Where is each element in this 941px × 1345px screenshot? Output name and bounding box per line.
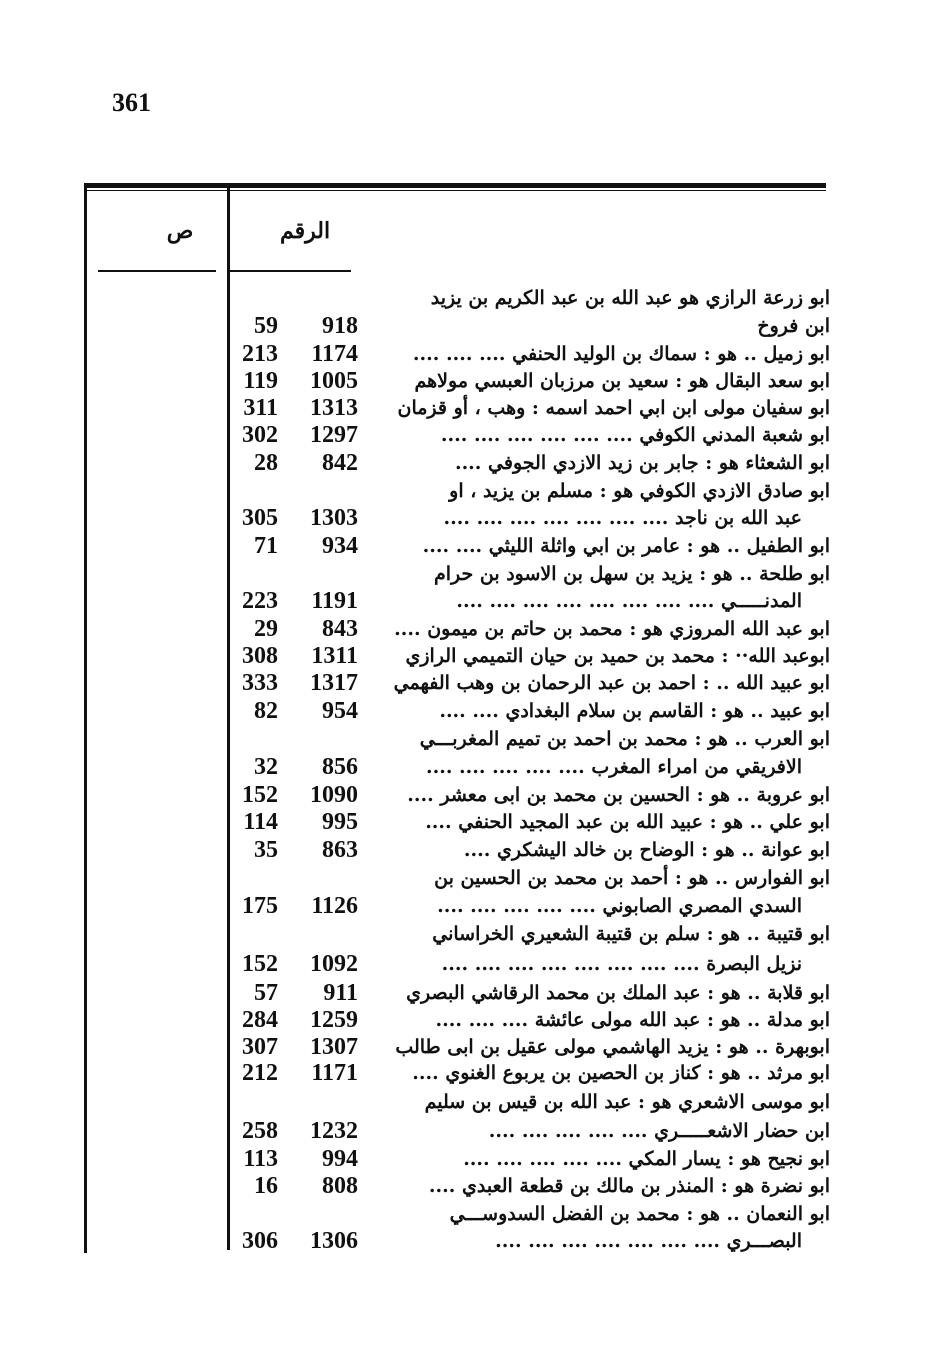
row-number: 994 — [322, 1146, 358, 1172]
row-page: 306 — [242, 1228, 278, 1254]
table-row — [90, 367, 830, 395]
row-name: السدي المصري الصابوني .... .... .... .... .... — [437, 895, 802, 917]
row-page: 28 — [254, 450, 278, 476]
row-page: 175 — [242, 893, 278, 919]
row-name: ابو عوانة .. هو : الوضاح بن خالد اليشكري .... — [463, 839, 830, 861]
table-row — [90, 312, 830, 340]
table-row — [90, 808, 830, 836]
table-row — [90, 781, 830, 809]
row-name: ابو سعد البقال هو : سعيد بن مرزبان العبسي مولاهم — [414, 370, 830, 392]
row-name: ابو طلحة .. هو : يزيد بن سهل بن الاسود بن حرام — [433, 563, 830, 585]
row-name: ابو شعبة المدني الكوفي .... .... .... .... .... .... — [440, 424, 830, 446]
row-name: ابو الطفيل .. هو : عامر بن ابي واثلة الليثي .... .... — [422, 535, 830, 557]
row-number: 856 — [322, 754, 358, 780]
row-name: ابو قتيبة .. هو : سلم بن قتيبة الشعيري الخراساني — [432, 923, 830, 945]
row-page: 302 — [242, 422, 278, 448]
row-page: 284 — [242, 1007, 278, 1033]
row-page: 258 — [242, 1118, 278, 1144]
row-number: 843 — [322, 616, 358, 642]
row-number: 1232 — [310, 1118, 358, 1144]
row-number: 1259 — [310, 1007, 358, 1033]
row-number: 1090 — [310, 782, 358, 808]
table-row — [90, 560, 830, 588]
table-row — [90, 284, 830, 312]
row-page: 113 — [243, 1146, 278, 1172]
table-row — [90, 753, 830, 781]
row-number: 1126 — [311, 893, 358, 919]
row-page: 333 — [242, 670, 278, 696]
top-rule-thin — [86, 190, 826, 191]
row-page: 82 — [254, 698, 278, 724]
row-number: 1303 — [310, 505, 358, 531]
row-name: ابو قلابة .. هو : عبد الملك بن محمد الرقاشي البصري — [406, 982, 830, 1004]
row-name: ابو عبد الله المروزي هو : محمد بن حاتم بن ميمون .... — [394, 618, 830, 640]
row-name: ابو عروبة .. هو : الحسين بن محمد بن ابى معشر .... — [407, 784, 830, 806]
row-name: ابو زميل .. هو : سماك بن الوليد الحنفي .... .... .... — [412, 343, 830, 365]
row-number: 1171 — [311, 1060, 358, 1086]
row-name: ابو زرعة الرازي هو عبد الله بن عبد الكريم بن يزيد — [430, 287, 830, 309]
row-name: ابوبهرة .. هو : يزيد الهاشمي مولى عقيل بن ابى طالب — [395, 1036, 830, 1058]
row-number: 911 — [323, 980, 358, 1006]
table-row — [90, 950, 830, 978]
row-name: ابو الشعثاء هو : جابر بن زيد الازدي الجوفي .... — [454, 452, 830, 474]
row-page: 305 — [242, 505, 278, 531]
table-row — [90, 1088, 830, 1116]
row-number: 1297 — [310, 422, 358, 448]
table-row — [90, 920, 830, 948]
row-number: 808 — [322, 1173, 358, 1199]
header-number: الرقم — [279, 218, 331, 244]
row-number: 1191 — [311, 588, 358, 614]
row-number: 1317 — [310, 670, 358, 696]
table-row — [90, 1145, 830, 1173]
table-row — [90, 864, 830, 892]
row-number: 918 — [322, 313, 358, 339]
row-name: الافريقي من امراء المغرب .... .... .... .... .... — [425, 756, 802, 778]
row-name: ابو سفيان مولى ابن ابي احمد اسمه : وهب ، أو قزمان — [397, 397, 830, 419]
row-page: 152 — [242, 782, 278, 808]
table-row — [90, 615, 830, 643]
header-underline-page — [98, 270, 216, 272]
row-name: البصـــري .... .... .... .... .... .... .... — [495, 1230, 802, 1252]
row-number: 995 — [322, 809, 358, 835]
table-row — [90, 1172, 830, 1200]
row-page: 307 — [242, 1034, 278, 1060]
table-row — [90, 1200, 830, 1228]
row-name: ابو عبيد .. هو : القاسم بن سلام البغدادي .... .... — [439, 700, 830, 722]
table-row — [90, 532, 830, 560]
row-name: ابو نضرة هو : المنذر بن مالك بن قطعة العبدي .... — [428, 1175, 830, 1197]
table-row — [90, 642, 830, 670]
table-row — [90, 979, 830, 1007]
row-name: ابن فروخ — [757, 315, 830, 337]
row-page: 57 — [254, 980, 278, 1006]
row-number: 954 — [322, 698, 358, 724]
table-row — [90, 504, 830, 532]
row-name: ابن حضار الاشعـــــري .... .... .... .... .... — [488, 1120, 830, 1142]
row-page: 308 — [242, 643, 278, 669]
header-page: ص — [166, 218, 194, 244]
table-row — [90, 1227, 830, 1255]
table-row — [90, 477, 830, 505]
row-number: 1307 — [310, 1034, 358, 1060]
row-name: ابو النعمان .. هو : محمد بن الفضل السدوســـي — [449, 1203, 830, 1225]
row-number: 934 — [322, 533, 358, 559]
row-name: عبد الله بن ناجد .... .... .... .... .... .... .... — [443, 507, 802, 529]
table-row — [90, 1117, 830, 1145]
row-name: ابو مدلة .. هو : عبد الله مولى عائشة .... .... .... — [435, 1009, 830, 1031]
table-row — [90, 892, 830, 920]
table-row — [90, 669, 830, 697]
row-page: 71 — [254, 533, 278, 559]
table-row — [90, 836, 830, 864]
row-number: 1174 — [311, 341, 358, 367]
row-name: ابو نجيح هو : يسار المكي .... .... .... .... .... — [463, 1148, 830, 1170]
row-name: ابوعبد الله·· : محمد بن حميد بن حيان التميمي الرازي — [405, 645, 830, 667]
row-number: 1313 — [310, 395, 358, 421]
page-number: 361 — [112, 88, 151, 117]
table-row — [90, 697, 830, 725]
table-row — [90, 340, 830, 368]
table-row — [90, 1059, 830, 1087]
row-name: ابو علي .. هو : عبيد الله بن عبد المجيد الحنفي .... — [425, 811, 830, 833]
table-row — [90, 394, 830, 422]
row-name: ابو عبيد الله .. : احمد بن عبد الرحمان بن وهب الفهمي — [393, 672, 830, 694]
row-name: ابو العرب .. هو : محمد بن احمد بن تميم المغربـــي — [419, 728, 830, 750]
row-number: 842 — [322, 450, 358, 476]
row-name: ابو صادق الازدي الكوفي هو : مسلم بن يزيد ، او — [449, 480, 830, 502]
row-page: 114 — [243, 809, 278, 835]
table-row — [90, 449, 830, 477]
header-underline-number — [229, 270, 351, 272]
row-page: 213 — [242, 341, 278, 367]
row-name: ابو مرثد .. هو : كناز بن الحصين بن يربوع الغنوي .... — [412, 1062, 830, 1084]
row-number: 863 — [322, 837, 358, 863]
row-name: ابو موسى الاشعري هو : عبد الله بن قيس بن سليم — [424, 1091, 830, 1113]
table-row — [90, 725, 830, 753]
row-name: نزيل البصرة .... .... .... .... .... .... .... .... — [441, 953, 802, 975]
row-page: 59 — [254, 313, 278, 339]
row-page: 32 — [254, 754, 278, 780]
row-page: 16 — [254, 1173, 278, 1199]
row-name: المدنـــــي .... .... .... .... .... .... .... .... — [456, 590, 802, 612]
row-page: 311 — [243, 395, 278, 421]
table-row — [90, 1033, 830, 1061]
row-page: 119 — [243, 368, 278, 394]
table-row — [90, 1006, 830, 1034]
row-number: 1306 — [310, 1228, 358, 1254]
left-column-rule — [84, 183, 87, 1253]
row-number: 1005 — [310, 368, 358, 394]
row-number: 1311 — [311, 643, 358, 669]
row-name: ابو الفوارس .. هو : أحمد بن محمد بن الحسين بن — [434, 867, 830, 889]
row-page: 152 — [242, 951, 278, 977]
row-number: 1092 — [310, 951, 358, 977]
row-page: 212 — [242, 1060, 278, 1086]
row-page: 35 — [254, 837, 278, 863]
table-row — [90, 421, 830, 449]
top-rule — [86, 183, 826, 188]
row-page: 29 — [254, 616, 278, 642]
row-page: 223 — [242, 588, 278, 614]
table-row — [90, 587, 830, 615]
